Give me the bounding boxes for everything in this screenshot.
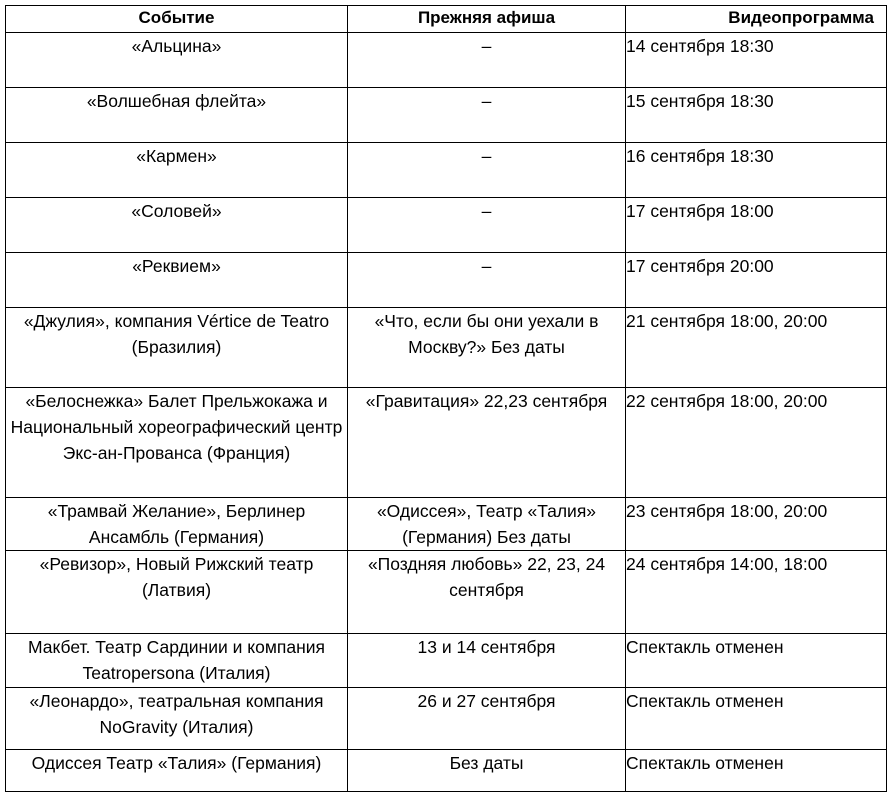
table-row — [6, 253, 887, 308]
video-cell: 22 сентября 18:00, 20:00 — [626, 388, 887, 498]
event-cell: «Белоснежка» Балет Прельжокажа и Национальный хореографический центр Экс-ан-Прованса (Франция) — [6, 388, 348, 498]
previous-cell: «Что, если бы они уехали в Москву?» Без даты — [348, 308, 626, 388]
table-row — [6, 33, 887, 88]
previous-cell: 13 и 14 сентября — [348, 634, 626, 688]
event-cell: «Кармен» — [6, 143, 348, 198]
previous-cell: «Одиссея», Театр «Талия» (Германия) Без даты — [348, 498, 626, 551]
event-cell: Макбет. Театр Сардинии и компания Teatropersona (Италия) — [6, 634, 348, 688]
previous-cell: – — [348, 88, 626, 143]
previous-cell: – — [348, 143, 626, 198]
table-row — [6, 750, 887, 792]
previous-cell: Без даты — [348, 750, 626, 792]
table-row — [6, 143, 887, 198]
video-cell: Спектакль отменен — [626, 750, 887, 792]
event-cell: «Трамвай Желание», Берлинер Ансамбль (Германия) — [6, 498, 348, 551]
previous-cell: – — [348, 253, 626, 308]
previous-cell: – — [348, 198, 626, 253]
table-row — [6, 688, 887, 750]
previous-cell: – — [348, 33, 626, 88]
table-row — [6, 308, 887, 388]
video-cell: 17 сентября 18:00 — [626, 198, 887, 253]
table-row — [6, 551, 887, 634]
video-cell: 17 сентября 20:00 — [626, 253, 887, 308]
table-row — [6, 388, 887, 498]
previous-cell: 26 и 27 сентября — [348, 688, 626, 750]
event-cell: «Джулия», компания Vértice de Teatro (Бразилия) — [6, 308, 348, 388]
header-event: Событие — [6, 6, 348, 33]
header-video: Видеопрограмма — [626, 6, 887, 33]
previous-cell: «Гравитация» 22,23 сентября — [348, 388, 626, 498]
video-cell: 14 сентября 18:30 — [626, 33, 887, 88]
video-cell: 24 сентября 14:00, 18:00 — [626, 551, 887, 634]
previous-cell: «Поздняя любовь» 22, 23, 24 сентября — [348, 551, 626, 634]
header-previous: Прежняя афиша — [348, 6, 626, 33]
table-row — [6, 198, 887, 253]
video-cell: 16 сентября 18:30 — [626, 143, 887, 198]
table-row — [6, 88, 887, 143]
video-cell: 21 сентября 18:00, 20:00 — [626, 308, 887, 388]
event-cell: «Леонардо», театральная компания NoGravity (Италия) — [6, 688, 348, 750]
video-cell: 15 сентября 18:30 — [626, 88, 887, 143]
table-row — [6, 634, 887, 688]
event-cell: «Реквием» — [6, 253, 348, 308]
event-cell: «Волшебная флейта» — [6, 88, 348, 143]
event-cell: «Ревизор», Новый Рижский театр (Латвия) — [6, 551, 348, 634]
video-cell: Спектакль отменен — [626, 688, 887, 750]
header-row — [6, 6, 887, 33]
event-cell: «Альцина» — [6, 33, 348, 88]
event-cell: Одиссея Театр «Талия» (Германия) — [6, 750, 348, 792]
video-cell: Спектакль отменен — [626, 634, 887, 688]
schedule-table — [5, 5, 887, 792]
table-row — [6, 498, 887, 551]
event-cell: «Соловей» — [6, 198, 348, 253]
video-cell: 23 сентября 18:00, 20:00 — [626, 498, 887, 551]
